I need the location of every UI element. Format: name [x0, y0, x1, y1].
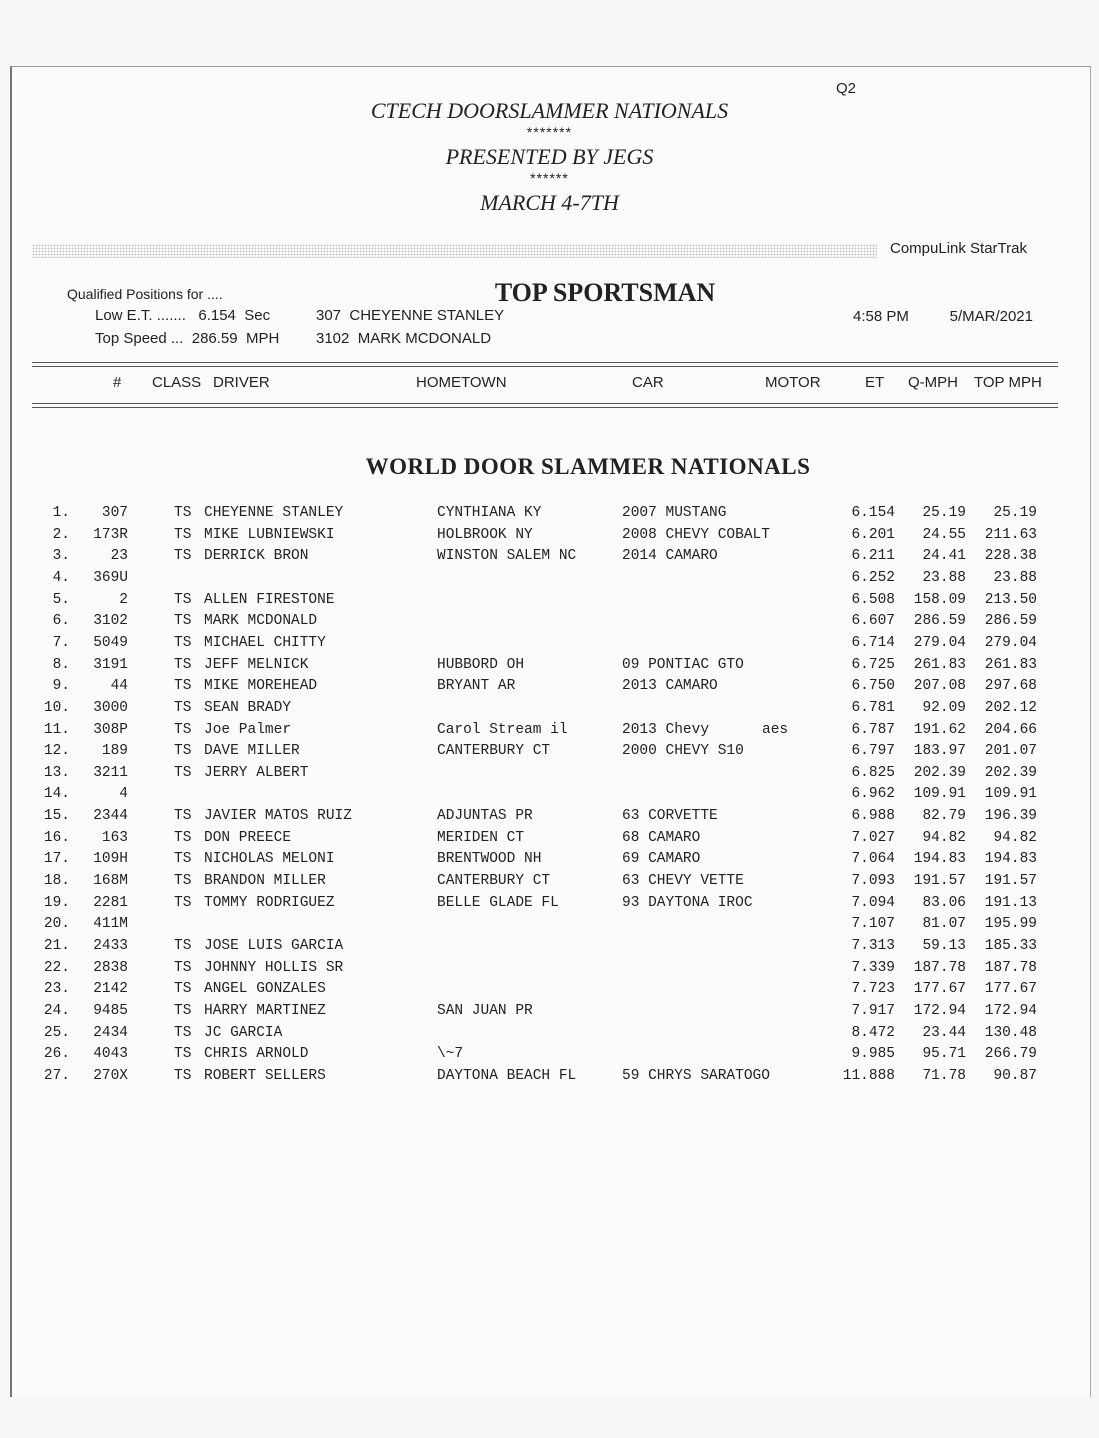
cell-position: 22.: [43, 959, 70, 976]
cell-topmph: 194.83: [984, 851, 1037, 868]
cell-topmph: 177.67: [984, 981, 1037, 998]
table-row: [0, 1003, 1099, 1024]
event-dates: MARCH 4-7TH: [480, 190, 619, 215]
cell-driver: DAVE MILLER: [204, 743, 300, 760]
cell-qmph: 183.97: [913, 743, 966, 760]
col-qmph: Q-MPH: [908, 374, 958, 391]
top-speed-value: Top Speed ... 286.59 MPH: [95, 330, 280, 347]
cell-position: 20.: [43, 916, 70, 933]
table-row: [0, 981, 1099, 1002]
cell-topmph: 25.19: [993, 505, 1037, 521]
cell-class: TS: [174, 764, 192, 781]
cell-et: 6.750: [851, 678, 895, 695]
cell-hometown: BRENTWOOD NH: [437, 851, 542, 868]
table-row: [0, 916, 1099, 937]
table-row: [0, 700, 1099, 721]
cell-class: TS: [174, 938, 192, 954]
cell-topmph: 172.94: [984, 1002, 1037, 1019]
low-et-value: Low E.T. ....... 6.154 Sec: [95, 307, 271, 324]
event-subtitle: WORLD DOOR SLAMMER NATIONALS: [365, 454, 811, 479]
cell-car-number: 163: [101, 829, 128, 846]
cell-qmph: 92.09: [922, 699, 966, 716]
cell-car-number: 308P: [93, 721, 128, 738]
cell-topmph: 90.87: [993, 1067, 1037, 1084]
table-row: [0, 722, 1099, 743]
cell-class: TS: [174, 678, 192, 695]
cell-car: 68 CAMARO: [622, 829, 701, 846]
cell-position: 16.: [43, 829, 70, 846]
cell-topmph: 23.88: [993, 569, 1037, 586]
cell-qmph: 286.59: [913, 613, 966, 630]
top-speed-holder: 3102 MARK MCDONALD: [316, 330, 492, 347]
cell-class: TS: [174, 526, 192, 543]
cell-et: 11.888: [842, 1067, 895, 1084]
col-topmph: TOP MPH: [974, 374, 1042, 391]
table-row: [0, 570, 1099, 591]
stars-divider-2: ******: [530, 170, 569, 186]
cell-car: 69 CAMARO: [622, 851, 701, 868]
cell-driver: JEFF MELNICK: [204, 656, 309, 673]
cell-qmph: 23.88: [922, 569, 966, 586]
cell-topmph: 213.50: [984, 591, 1037, 608]
cell-qmph: 83.06: [922, 894, 966, 911]
cell-car-number: 9485: [93, 1002, 128, 1019]
cell-class: TS: [174, 634, 192, 651]
cell-et: 6.508: [851, 591, 895, 608]
cell-topmph: 279.04: [984, 634, 1037, 651]
header-rule-bottom-2: [32, 407, 1058, 408]
table-row: [0, 657, 1099, 678]
cell-class: TS: [174, 591, 192, 608]
col-class: CLASS: [152, 374, 202, 391]
cell-driver: TOMMY RODRIGUEZ: [204, 894, 335, 911]
cell-car: 2000 CHEVY S10: [622, 743, 744, 760]
table-row: [0, 592, 1099, 613]
cell-class: TS: [174, 808, 192, 825]
cell-topmph: 202.39: [984, 764, 1037, 781]
cell-et: 6.714: [851, 634, 895, 651]
cell-topmph: 297.68: [984, 678, 1037, 695]
cell-hometown: DAYTONA BEACH FL: [437, 1067, 577, 1084]
cell-qmph: 94.82: [922, 829, 966, 846]
cell-car-number: 2433: [93, 938, 128, 954]
cell-class: TS: [174, 656, 192, 673]
cell-car-number: 189: [101, 743, 128, 760]
table-row: [0, 830, 1099, 851]
cell-driver: DON PREECE: [204, 829, 292, 846]
cell-qmph: 177.67: [913, 981, 966, 998]
cell-et: 7.313: [851, 938, 895, 954]
cell-position: 23.: [43, 981, 70, 998]
cell-position: 27.: [43, 1067, 70, 1084]
cell-driver: NICHOLAS MELONI: [204, 851, 335, 868]
table-row: [0, 895, 1099, 916]
cell-car-number: 369U: [93, 569, 128, 586]
cell-class: TS: [174, 959, 192, 976]
cell-position: 19.: [43, 894, 70, 911]
cell-hometown: SAN JUAN PR: [437, 1002, 533, 1019]
cell-et: 6.781: [851, 699, 895, 716]
cell-class: TS: [174, 721, 192, 738]
cell-driver: MIKE MOREHEAD: [204, 678, 318, 695]
cell-topmph: 191.57: [984, 873, 1037, 890]
cell-class: TS: [174, 613, 192, 630]
col-motor: MOTOR: [765, 374, 821, 391]
cell-et: 6.211: [851, 548, 895, 565]
cell-class: TS: [174, 873, 192, 890]
cell-qmph: 187.78: [913, 959, 966, 976]
cell-class: TS: [174, 505, 192, 521]
table-row: [0, 548, 1099, 569]
cell-et: 7.027: [851, 829, 895, 846]
cell-driver: JOSE LUIS GARCIA: [204, 938, 344, 954]
cell-car: 2008 CHEVY COBALT: [622, 526, 770, 543]
cell-car-number: 3191: [93, 656, 128, 673]
cell-position: 12.: [43, 743, 70, 760]
cell-topmph: 94.82: [993, 829, 1037, 846]
cell-qmph: 172.94: [913, 1002, 966, 1019]
cell-position: 7.: [52, 634, 70, 651]
cell-qmph: 82.79: [922, 808, 966, 825]
cell-et: 6.825: [851, 764, 895, 781]
cell-car-number: 44: [110, 678, 128, 695]
cell-class: TS: [174, 699, 192, 716]
cell-car-number: 3102: [93, 613, 128, 630]
table-row: [0, 613, 1099, 634]
cell-qmph: 158.09: [913, 591, 966, 608]
table-row: [0, 960, 1099, 981]
cell-qmph: 24.41: [922, 548, 966, 565]
cell-position: 25.: [43, 1024, 70, 1041]
cell-car-number: 2142: [93, 981, 128, 998]
header-rule-top: [32, 362, 1058, 363]
cell-position: 6.: [52, 613, 70, 630]
cell-qmph: 279.04: [913, 634, 966, 651]
table-row: [0, 765, 1099, 786]
cell-driver: HARRY MARTINEZ: [204, 1002, 326, 1019]
cell-motor: aes: [762, 721, 789, 738]
cell-topmph: 261.83: [984, 656, 1037, 673]
cell-class: TS: [174, 894, 192, 911]
cell-topmph: 191.13: [984, 894, 1037, 911]
low-et-holder: 307 CHEYENNE STANLEY: [316, 307, 505, 324]
cell-qmph: 191.62: [913, 721, 966, 738]
cell-position: 11.: [43, 721, 70, 738]
cell-position: 18.: [43, 873, 70, 890]
cell-hometown: WINSTON SALEM NC: [437, 548, 577, 565]
cell-hometown: CANTERBURY CT: [437, 743, 551, 760]
cell-et: 7.723: [851, 981, 895, 998]
cell-driver: JOHNNY HOLLIS SR: [204, 959, 344, 976]
cell-class: TS: [174, 743, 192, 760]
cell-topmph: 204.66: [984, 721, 1037, 738]
cell-position: 5.: [52, 591, 70, 608]
cell-car-number: 173R: [93, 526, 128, 543]
report-time: 4:58 PM: [853, 308, 909, 325]
cell-hometown: CANTERBURY CT: [437, 873, 551, 890]
cell-car-number: 270X: [93, 1067, 128, 1084]
cell-class: TS: [174, 1046, 192, 1063]
cell-car-number: 2434: [93, 1024, 128, 1041]
cell-driver: ROBERT SELLERS: [204, 1067, 326, 1084]
cell-et: 6.725: [851, 656, 895, 673]
cell-qmph: 25.19: [922, 505, 966, 521]
cell-driver: ALLEN FIRESTONE: [204, 591, 335, 608]
table-row: [0, 678, 1099, 699]
cell-driver: ANGEL GONZALES: [204, 981, 326, 998]
cell-et: 6.787: [851, 721, 895, 738]
table-row: [0, 873, 1099, 894]
cell-driver: MICHAEL CHITTY: [204, 634, 326, 651]
cell-position: 13.: [43, 764, 70, 781]
cell-car-number: 168M: [93, 873, 128, 890]
cell-car: 93 DAYTONA IROC: [622, 894, 753, 911]
cell-topmph: 266.79: [984, 1046, 1037, 1063]
cell-hometown: \~7: [437, 1046, 464, 1063]
table-row: [0, 743, 1099, 764]
cell-topmph: 211.63: [984, 526, 1037, 543]
cell-topmph: 130.48: [984, 1024, 1037, 1041]
cell-car: 09 PONTIAC GTO: [622, 656, 744, 673]
cell-position: 3.: [52, 548, 70, 565]
table-row: [0, 1068, 1099, 1089]
table-row: [0, 938, 1099, 959]
cell-class: TS: [174, 981, 192, 998]
cell-topmph: 185.33: [984, 938, 1037, 954]
cell-position: 10.: [43, 699, 70, 716]
cell-qmph: 23.44: [922, 1024, 966, 1041]
cell-driver: SEAN BRADY: [204, 699, 292, 716]
table-row: [0, 851, 1099, 872]
cell-hometown: MERIDEN CT: [437, 829, 525, 846]
cell-et: 9.985: [851, 1046, 895, 1063]
cell-car-number: 5049: [93, 634, 128, 651]
cell-class: TS: [174, 548, 192, 565]
cell-et: 7.094: [851, 894, 895, 911]
cell-et: 8.472: [851, 1024, 895, 1041]
cell-et: 7.339: [851, 959, 895, 976]
cell-car-number: 23: [110, 548, 128, 565]
event-title: CTECH DOORSLAMMER NATIONALS: [370, 98, 729, 123]
col-num: #: [113, 374, 122, 391]
table-row: [0, 505, 1099, 526]
col-et: ET: [865, 374, 885, 391]
cell-position: 2.: [52, 526, 70, 543]
low-et-label: [95, 307, 505, 324]
cell-position: 21.: [43, 938, 70, 954]
col-car: CAR: [632, 374, 664, 391]
cell-hometown: HUBBORD OH: [437, 656, 525, 673]
cell-car-number: 4: [119, 786, 128, 803]
col-driver: DRIVER: [213, 374, 270, 391]
cell-et: 7.093: [851, 873, 895, 890]
cell-car-number: 3000: [93, 699, 128, 716]
cell-topmph: 187.78: [984, 959, 1037, 976]
cell-car-number: 3211: [93, 764, 128, 781]
cell-position: 4.: [52, 569, 70, 586]
cell-car-number: 307: [101, 505, 128, 521]
cell-car: 2013 Chevy: [622, 721, 710, 738]
cell-driver: MIKE LUBNIEWSKI: [204, 526, 335, 543]
cell-et: 7.107: [851, 916, 895, 933]
cell-hometown: HOLBROOK NY: [437, 526, 533, 543]
cell-car: 2007 MUSTANG: [622, 505, 727, 521]
table-row: [0, 635, 1099, 656]
qualified-label: Qualified Positions for ....: [67, 286, 223, 302]
cell-topmph: 286.59: [984, 613, 1037, 630]
cell-qmph: 81.07: [922, 916, 966, 933]
cell-et: 6.607: [851, 613, 895, 630]
cell-car: 59 CHRYS SARATOGO: [622, 1067, 770, 1084]
cell-et: 7.917: [851, 1002, 895, 1019]
cell-car-number: 2344: [93, 808, 128, 825]
cell-driver: DERRICK BRON: [204, 548, 309, 565]
cell-topmph: 196.39: [984, 808, 1037, 825]
cell-position: 14.: [43, 786, 70, 803]
cell-et: 6.201: [851, 526, 895, 543]
cell-qmph: 194.83: [913, 851, 966, 868]
cell-car-number: 411M: [93, 916, 128, 933]
cell-class: TS: [174, 851, 192, 868]
cell-class: TS: [174, 1002, 192, 1019]
cell-car-number: 4043: [93, 1046, 128, 1063]
cell-car: 63 CHEVY VETTE: [622, 873, 744, 890]
cell-position: 24.: [43, 1002, 70, 1019]
cell-car-number: 2281: [93, 894, 128, 911]
cell-hometown: BRYANT AR: [437, 678, 516, 695]
table-row: [0, 1046, 1099, 1067]
cell-topmph: 228.38: [984, 548, 1037, 565]
table-row: [0, 808, 1099, 829]
stars-divider-1: *******: [526, 124, 573, 140]
cell-qmph: 95.71: [922, 1046, 966, 1063]
presented-by: PRESENTED BY JEGS: [445, 144, 654, 169]
cell-class: TS: [174, 829, 192, 846]
cell-topmph: 109.91: [984, 786, 1037, 803]
cell-topmph: 201.07: [984, 743, 1037, 760]
cell-car-number: 2: [119, 591, 128, 608]
cell-driver: CHRIS ARNOLD: [204, 1046, 309, 1063]
cell-position: 26.: [43, 1046, 70, 1063]
session-label: Q2: [836, 80, 857, 97]
cell-driver: JERRY ALBERT: [204, 764, 309, 781]
cell-car: 63 CORVETTE: [622, 808, 718, 825]
cell-position: 9.: [52, 678, 70, 695]
cell-et: 6.988: [851, 808, 895, 825]
table-row: [0, 1025, 1099, 1046]
report-date: 5/MAR/2021: [949, 308, 1033, 325]
header-rule-top-2: [32, 366, 1058, 367]
cell-et: 6.797: [851, 743, 895, 760]
cell-qmph: 202.39: [913, 764, 966, 781]
top-speed-label: [95, 330, 492, 347]
cell-driver: Joe Palmer: [204, 721, 292, 738]
cell-hometown: BELLE GLADE FL: [437, 894, 559, 911]
cell-driver: MARK MCDONALD: [204, 613, 318, 630]
table-row: [0, 786, 1099, 807]
cell-driver: JAVIER MATOS RUIZ: [204, 808, 352, 825]
class-title: TOP SPORTSMAN: [494, 278, 716, 307]
table-row: [0, 527, 1099, 548]
cell-car: 2014 CAMARO: [622, 548, 718, 565]
cell-qmph: 207.08: [913, 678, 966, 695]
cell-qmph: 59.13: [922, 938, 966, 954]
cell-position: 8.: [52, 656, 70, 673]
cell-driver: JC GARCIA: [204, 1024, 283, 1041]
cell-car-number: 2838: [93, 959, 128, 976]
cell-driver: CHEYENNE STANLEY: [204, 505, 344, 521]
cell-position: 15.: [43, 808, 70, 825]
cell-class: TS: [174, 1024, 192, 1041]
cell-et: 6.154: [851, 505, 895, 521]
cell-et: 6.252: [851, 569, 895, 586]
cell-qmph: 261.83: [913, 656, 966, 673]
cell-et: 7.064: [851, 851, 895, 868]
cell-qmph: 71.78: [922, 1067, 966, 1084]
cell-position: 17.: [43, 851, 70, 868]
software-label: CompuLink StarTrak: [890, 240, 1027, 257]
cell-hometown: CYNTHIANA KY: [437, 505, 542, 521]
cell-car: 2013 CAMARO: [622, 678, 718, 695]
cell-qmph: 24.55: [922, 526, 966, 543]
col-hometown: HOMETOWN: [416, 374, 507, 391]
cell-position: 1.: [52, 505, 70, 521]
cell-hometown: Carol Stream il: [437, 721, 568, 738]
cell-qmph: 109.91: [913, 786, 966, 803]
cell-car-number: 109H: [93, 851, 128, 868]
dotted-band: [32, 244, 877, 258]
cell-class: TS: [174, 1067, 192, 1084]
cell-et: 6.962: [851, 786, 895, 803]
cell-topmph: 195.99: [984, 916, 1037, 933]
header-rule-bottom: [32, 403, 1058, 404]
cell-topmph: 202.12: [984, 699, 1037, 716]
cell-qmph: 191.57: [913, 873, 966, 890]
cell-hometown: ADJUNTAS PR: [437, 808, 533, 825]
cell-driver: BRANDON MILLER: [204, 873, 326, 890]
